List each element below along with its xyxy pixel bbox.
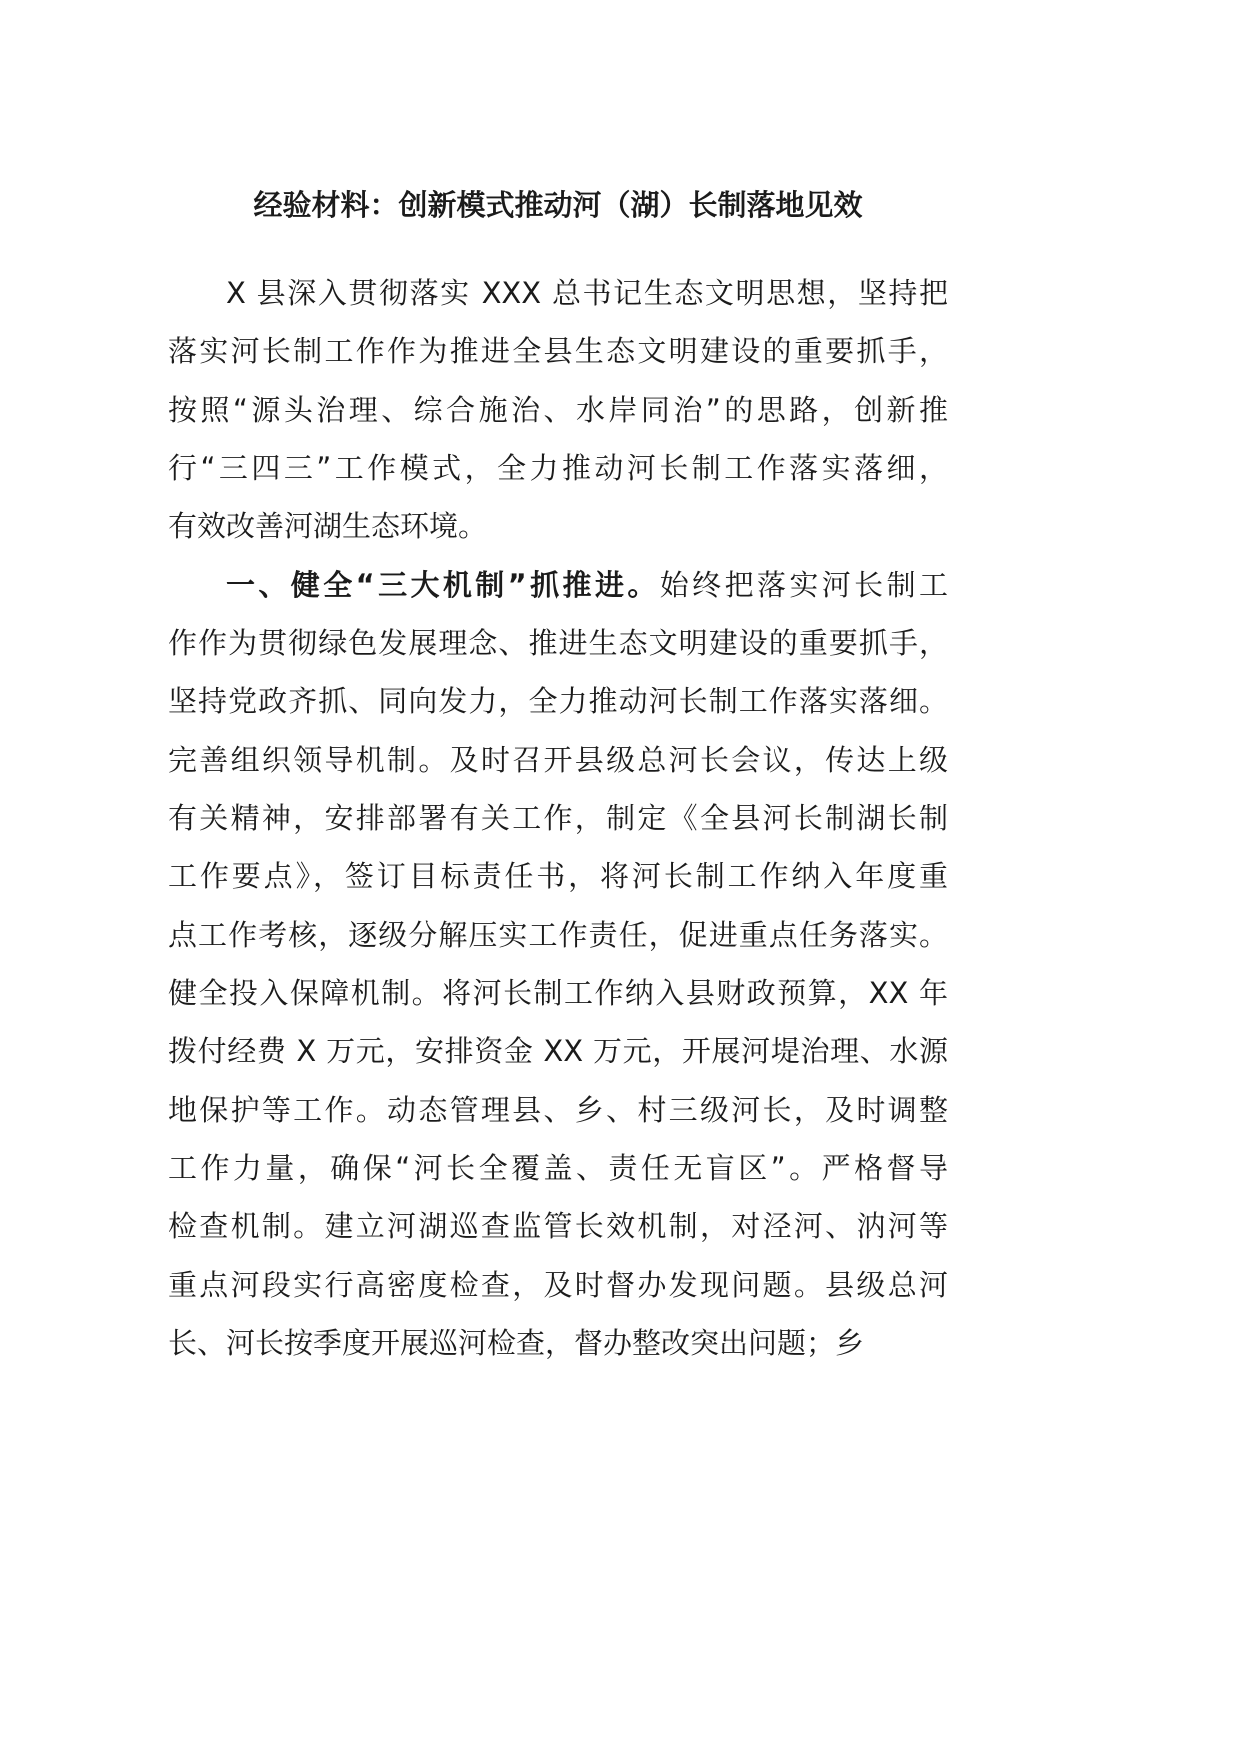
- text-line: 落实河长制工作作为推进全县生态文明建设的重要抓手，: [168, 334, 948, 369]
- text-line: 重点河段实行高密度检查，及时督办发现问题。县级总河: [168, 1267, 948, 1302]
- text-line: 作作为贯彻绿色发展理念、推进生态文明建设的重要抓手，: [168, 625, 948, 660]
- paragraph-section-1: [168, 556, 948, 1373]
- text-line: 按照“源头治理、综合施治、水岸同治”的思路，创新推: [168, 392, 948, 427]
- text-line: 检查机制。建立河湖巡查监管长效机制，对泾河、汭河等: [168, 1209, 948, 1244]
- text-line: 地保护等工作。动态管理县、乡、村三级河长，及时调整: [168, 1092, 948, 1127]
- text-line: 完善组织领导机制。及时召开县级总河长会议，传达上级: [168, 742, 948, 777]
- text-line: 行“三四三”工作模式，全力推动河长制工作落实落细，: [168, 450, 948, 485]
- text-line: 有关精神，安排部署有关工作，制定《全县河长制湖长制: [168, 800, 948, 835]
- paragraph-intro: [168, 264, 948, 556]
- text-line: 点工作考核，逐级分解压实工作责任，促进重点任务落实。: [168, 917, 948, 952]
- text-line: [168, 556, 948, 614]
- text-line: X 县深入贯彻落实 XXX 总书记生态文明思想，坚持把: [226, 276, 948, 310]
- text-line: 健全投入保障机制。将河长制工作纳入县财政预算，XX 年: [168, 975, 948, 1010]
- section-heading: 一、健全“三大机制”抓推进。: [226, 567, 660, 602]
- section-text: 始终把落实河长制工: [659, 567, 948, 602]
- text-line: 坚持党政齐抓、同向发力，全力推动河长制工作落实落细。: [168, 684, 948, 719]
- text-line: 拨付经费 X 万元，安排资金 XX 万元，开展河堤治理、水源: [168, 1034, 948, 1069]
- text-line: 长、河长按季度开展巡河检查，督办整改突出问题；乡: [168, 1325, 865, 1360]
- document-title: 经验材料：创新模式推动河（湖）长制落地见效: [253, 188, 863, 222]
- text-line: 工作力量，确保“河长全覆盖、责任无盲区”。严格督导: [168, 1150, 948, 1185]
- document-body: [168, 264, 948, 1372]
- text-line: 工作要点》，签订目标责任书，将河长制工作纳入年度重: [168, 859, 948, 894]
- text-line: 有效改善河湖生态环境。: [168, 509, 488, 544]
